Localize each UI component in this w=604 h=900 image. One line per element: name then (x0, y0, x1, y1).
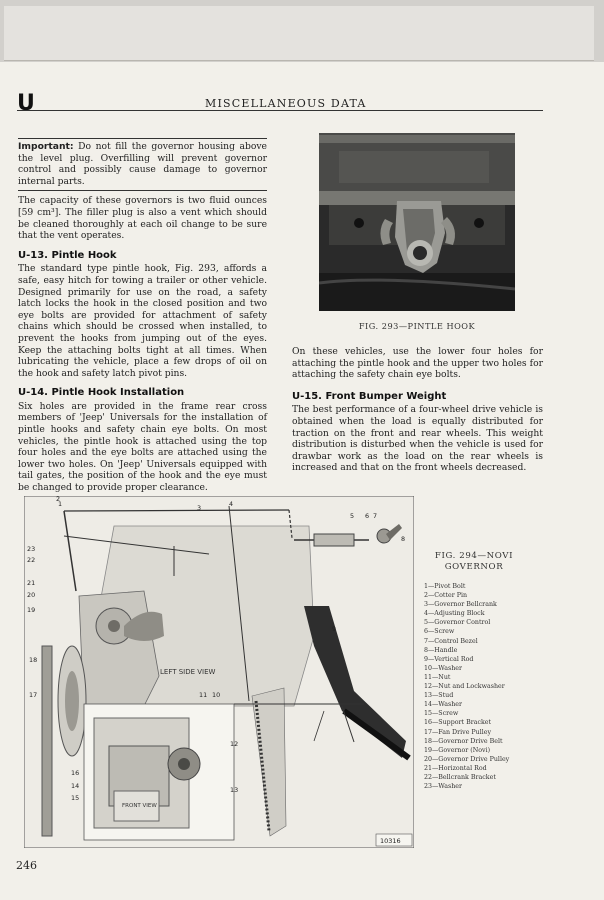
eye-bolt-paragraph: On these vehicles, use the lower four holes for attaching the pintle hook and the upper two holes for attaching the safety chain eye bolts. (292, 346, 543, 381)
legend-item: 10—Washer (424, 664, 463, 672)
callout-label: 1 (58, 500, 63, 508)
important-text: Do not fill the governor housing above the level plug. Overfilling will prevent governor control and possibly cause damage to governor internal parts. (18, 141, 267, 187)
callout-label: 7 (373, 512, 378, 520)
callout-label: 10 (212, 691, 221, 699)
pintle-hook-photo (319, 133, 515, 311)
legend-item: 16—Support Bracket (424, 719, 492, 727)
left-side-view-label: LEFT SIDE VIEW (160, 668, 216, 676)
callout-label: 17 (29, 691, 38, 699)
callout-label: 3 (197, 504, 202, 512)
callout-label: 8 (401, 535, 406, 543)
legend-item: 2—Cotter Pin (424, 592, 468, 600)
fig-294-legend (424, 582, 554, 791)
fig-294-caption-line-1: FIG. 294—NOVI (434, 551, 514, 561)
u14-body: Six holes are provided in the frame rear cross members of 'Jeep' Universals for the installation of pintle hooks and safety chain eye bolts. On most vehicles, the pintle hook is attached using the top four holes and the eye bolts are attached using the lower two holes. On 'Jeep' Universals equipped with tail gates, the position of the hook and the eye must be changed to provide proper clearance. (18, 400, 267, 494)
callout-label: 5 (350, 512, 355, 520)
legend-item: 11—Nut (424, 673, 451, 681)
u15-body: The best performance of a four-wheel drive vehicle is obtained when the load is equally distributed for traction on the front and rear wheels. This weight distribution is disturbed when the vehicle is used for drawbar work as the load on the rear wheels is increased and that on the front wheels decreased. (292, 404, 543, 474)
legend-item: 8—Handle (424, 646, 458, 654)
legend-item: 21—Horizontal Rod (424, 764, 487, 772)
legend-item: 22—Bellcrank Bracket (424, 773, 496, 781)
page-header-title: MISCELLANEOUS DATA (205, 97, 367, 110)
legend-item: 14—Washer (424, 701, 463, 709)
callout-label: 12 (230, 740, 239, 748)
legend-item: 18—Governor Drive Belt (424, 737, 503, 745)
legend-item: 15—Screw (424, 710, 459, 718)
left-column (18, 138, 267, 494)
legend-item: 3—Governor Bellcrank (424, 601, 497, 609)
previous-page-edge (4, 6, 594, 61)
fig-293-caption: FIG. 293—PINTLE HOOK (358, 321, 476, 331)
callout-label: 6 (365, 512, 370, 520)
callout-label: 15 (71, 794, 80, 802)
callout-label: 21 (27, 579, 36, 587)
fig-294-caption (428, 551, 520, 573)
callout-label: 11 (199, 691, 208, 699)
callout-label: 20 (27, 591, 36, 599)
callout-label: 2 (56, 496, 61, 503)
callout-label: 4 (229, 500, 234, 508)
legend-item: 4—Adjusting Block (424, 610, 485, 618)
callout-label: 13 (230, 786, 239, 794)
callout-label: 23 (27, 545, 36, 553)
legend-item: 19—Governor (Novi) (424, 746, 491, 754)
capacity-paragraph: The capacity of these governors is two fluid ounces [59 cm³]. The filler plug is also a vent which should be cleaned thoroughly at each oil change to be sure that the vent operates. (18, 195, 267, 242)
drawing-number: 10316 (380, 837, 401, 845)
legend-item: 20—Governor Drive Pulley (424, 755, 510, 763)
header-rule (17, 110, 543, 111)
right-column (292, 346, 543, 474)
u14-heading: U-14. Pintle Hook Installation (18, 387, 185, 399)
important-label: Important: (18, 141, 74, 152)
u13-heading: U-13. Pintle Hook (18, 249, 117, 261)
legend-item: 23—Washer (424, 783, 463, 791)
legend-item: 6—Screw (424, 628, 455, 636)
novi-governor-drawing (24, 496, 414, 848)
front-view-label: FRONT VIEW (122, 803, 157, 809)
callout-label: 22 (27, 556, 36, 564)
legend-item: 1—Pivot Bolt (424, 583, 466, 590)
important-notice (18, 138, 267, 191)
page-top-edge (0, 0, 604, 62)
page-number: 246 (16, 859, 37, 872)
legend-item: 13—Stud (424, 692, 454, 700)
legend-item: 17—Fan Drive Pulley (424, 728, 492, 736)
u15-heading: U-15. Front Bumper Weight (292, 390, 447, 402)
callout-label: 16 (71, 769, 80, 777)
callout-label: 9 (332, 625, 337, 633)
legend-item: 7—Control Bezel (424, 637, 478, 645)
legend-item: 5—Governor Control (424, 619, 491, 627)
callout-label: 14 (71, 782, 80, 790)
callout-label: 18 (29, 656, 38, 664)
u13-body: The standard type pintle hook, Fig. 293, affords a safe, easy hitch for towing a trailer or other vehicle. Designed primarily for use on the road, a safety latch locks the hook in the closed position and two eye bolts are provided for attachment of safety chains which should be crossed when installed, to prevent the hooks from jumping out of the eyes. Keep the attaching bolts tight at all times. When lubricating the vehicle, place a few drops of oil on the hook and safety latch pivot pins. (18, 263, 267, 379)
legend-item: 12—Nut and Lockwasher (424, 683, 505, 691)
fig-294-caption-line-2: GOVERNOR (444, 562, 504, 572)
callout-label: 19 (27, 606, 36, 614)
section-letter: U (17, 91, 35, 116)
legend-item: 9—Vertical Rod (424, 655, 474, 663)
